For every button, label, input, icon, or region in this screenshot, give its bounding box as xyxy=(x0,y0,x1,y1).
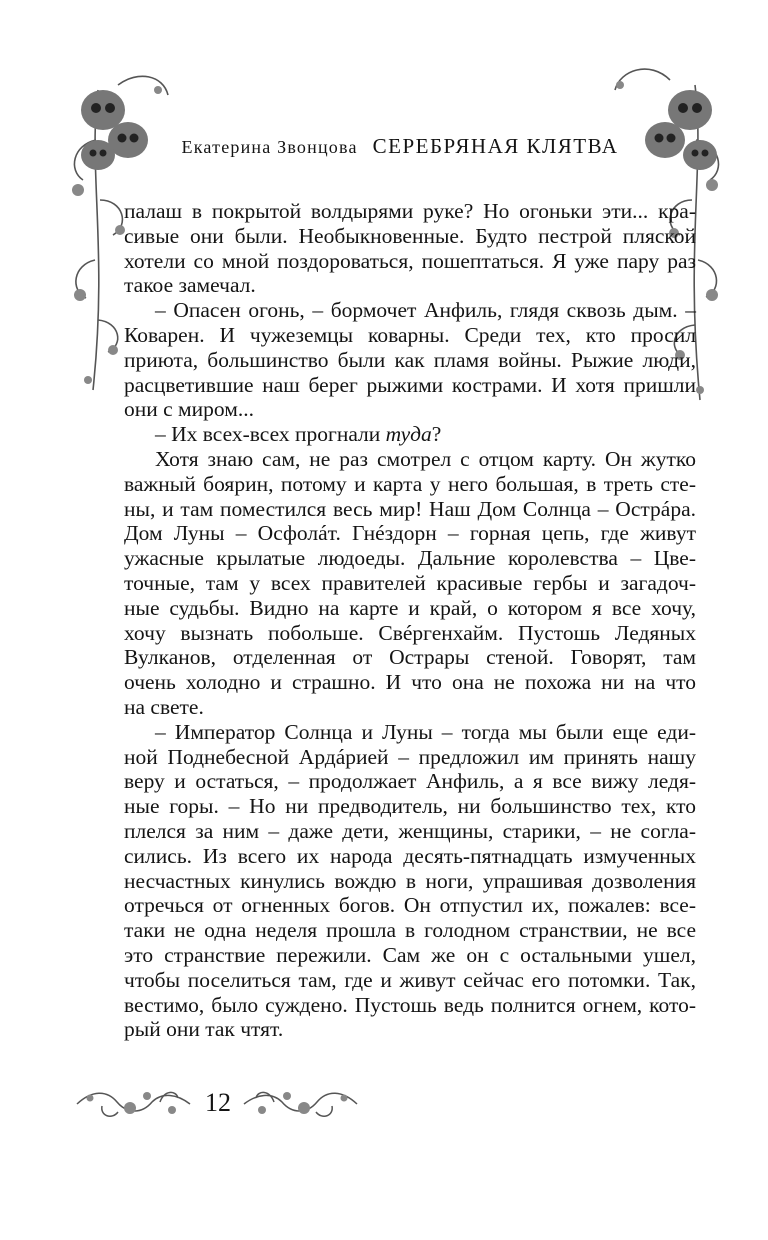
text-line: Коварен. И чужеземцы коварны. Среди тех, кто просил xyxy=(124,322,696,347)
text-line: хочу вызнать побольше. Свéргенхайм. Пустошь Ледяных xyxy=(124,620,696,645)
text-line: плелся за ним – даже дети, женщины, старики, – не согла- xyxy=(124,818,696,843)
text-line: очень холодно и страшно. И что она не похожа ни на что xyxy=(124,670,696,695)
text-line: сились. Из всего их народа десять-пятнадцать измученных xyxy=(124,843,696,868)
text-line: ные судьбы. Видно на карте и край, о котором я все хочу, xyxy=(124,595,696,620)
text-line: ужасные крылатые людоеды. Дальние королевства – Цве- xyxy=(124,546,696,571)
text-line: приюта, большинство были как пламя войны. Рыжие люди, xyxy=(124,347,696,372)
text-line: Вулканов, отделенная от Острары стеной. Говорят, там xyxy=(124,645,696,670)
text-line: расцветившие наш берег рыжими кострами. И хотя пришли xyxy=(124,372,696,397)
text-line: рый они так чтят. xyxy=(124,1017,284,1042)
text-line: вестимо, было суждено. Пустошь ведь полнится огнем, кото- xyxy=(124,992,696,1017)
text-line: – Император Солнца и Луны – тогда мы были еще еди- xyxy=(155,719,696,744)
author-name: Екатерина Звонцова xyxy=(181,137,358,157)
text-line: это странствие пережили. Сам же он с остальными ушел, xyxy=(124,942,696,967)
text-line: Дом Луны – Осфолáт. Гнéздорн – горная цепь, где живут xyxy=(124,521,696,546)
floral-scroll-left-icon xyxy=(72,1082,194,1126)
text-line: на свете. xyxy=(124,694,204,719)
text-line: таки не одна неделя прошла в голодном странствии, не все xyxy=(124,918,696,943)
text-line: отречься от огненных богов. Он отпустил их, пожалев: все- xyxy=(124,893,696,918)
text-line: чтобы поселиться там, где и живут сейчас его потомки. Так, xyxy=(124,967,696,992)
text-line: ной Поднебесной Ардáрией – предложил им принять нашу xyxy=(124,744,696,769)
text-line: они с миром... xyxy=(124,397,254,422)
italic-emphasis: туда xyxy=(385,422,432,447)
text-line: – Их всех-всех прогнали туда? xyxy=(155,422,442,447)
text-line: – Опасен огонь, – бормочет Анфиль, глядя сквозь дым. – xyxy=(155,298,696,323)
text-line: важный боярин, потому и карта у него большая, в треть сте- xyxy=(124,471,696,496)
text-line: такое замечал. xyxy=(124,273,256,298)
text-line: веру и остаться, – продолжает Анфиль, а я все вижу ледя- xyxy=(124,769,696,794)
text-line: ные горы. – Но ни предводитель, ни большинство тех, кто xyxy=(124,794,696,819)
text-line: Хотя знаю сам, не раз смотрел с отцом карту. Он жутко xyxy=(155,446,696,471)
text-line: несчастных кинулись вождю в ноги, упрашивая дозволения xyxy=(124,868,696,893)
text-line: сивые они были. Необыкновенные. Будто пестрой пляской xyxy=(124,223,696,248)
running-head xyxy=(100,134,700,159)
text-line: точные, там у всех правителей красивые гербы и загадоч- xyxy=(124,570,696,595)
floral-scroll-right-icon xyxy=(240,1082,362,1126)
text-line: хотели со мной поздороваться, пошептаться. Я уже пару раз xyxy=(124,248,696,273)
body-text xyxy=(124,199,696,1042)
text-line: палаш в покрытой волдырями руке? Но огоньки эти... кра- xyxy=(124,199,696,223)
text-line: ны, и там поместился весь мир! Наш Дом Солнца – Острáра. xyxy=(124,496,696,521)
page-number: 12 xyxy=(205,1088,231,1117)
book-title: СЕРЕБРЯНАЯ КЛЯТВА xyxy=(372,134,619,158)
